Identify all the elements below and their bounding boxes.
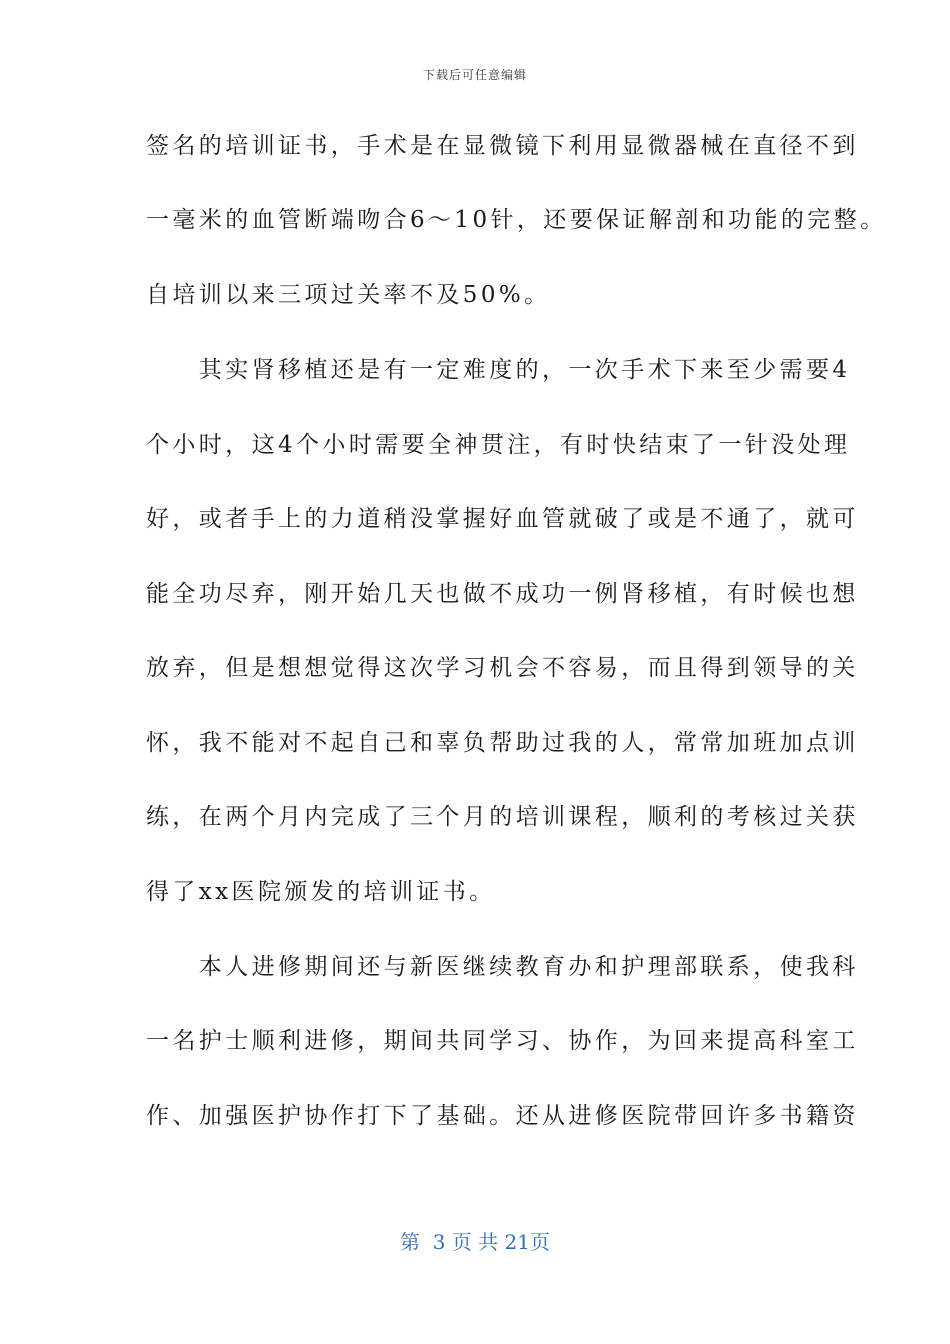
body-line: 放弃，但是想想觉得这次学习机会不容易，而且得到领导的关 <box>146 655 859 681</box>
footer-total-pages: 21 <box>504 1230 530 1254</box>
footer-prefix: 第 <box>400 1230 420 1254</box>
body-line: 个小时，这4个小时需要全神贯注，有时快结束了一针没处理 <box>146 432 851 458</box>
body-line: 自培训以来三项过关率不及50%。 <box>146 282 551 308</box>
footer-middle: 页 共 <box>451 1230 499 1254</box>
footer-suffix: 页 <box>529 1230 550 1254</box>
body-line: 其实肾移植还是有一定难度的，一次手术下来至少需要4 <box>146 357 851 383</box>
body-line: 作、加强医护协作打下了基础。还从进修医院带回许多书籍资 <box>146 1103 859 1129</box>
body-line: 怀，我不能对不起自己和辜负帮助过我的人，常常加班加点训 <box>146 730 859 756</box>
body-line: 能全功尽弃，刚开始几天也做不成功一例肾移植，有时候也想 <box>146 581 859 607</box>
footer-page-number: 3 <box>432 1230 446 1254</box>
page-header-note: 下载后可任意编辑 <box>422 68 527 82</box>
body-line: 得了xx医院颁发的培训证书。 <box>146 879 496 905</box>
page-footer <box>0 1226 950 1255</box>
body-line: 一毫米的血管断端吻合6～10针，还要保证解剖和功能的完整。 <box>146 207 887 233</box>
body-line: 一名护士顺利进修，期间共同学习、协作，为回来提高科室工 <box>146 1028 859 1054</box>
body-line: 练，在两个月内完成了三个月的培训课程，顺利的考核过关获 <box>146 804 859 830</box>
body-line: 好，或者手上的力道稍没掌握好血管就破了或是不通了，就可 <box>146 506 859 532</box>
body-line: 签名的培训证书，手术是在显微镜下利用显微器械在直径不到 <box>146 133 859 159</box>
body-line: 本人进修期间还与新医继续教育办和护理部联系，使我科 <box>146 954 859 980</box>
